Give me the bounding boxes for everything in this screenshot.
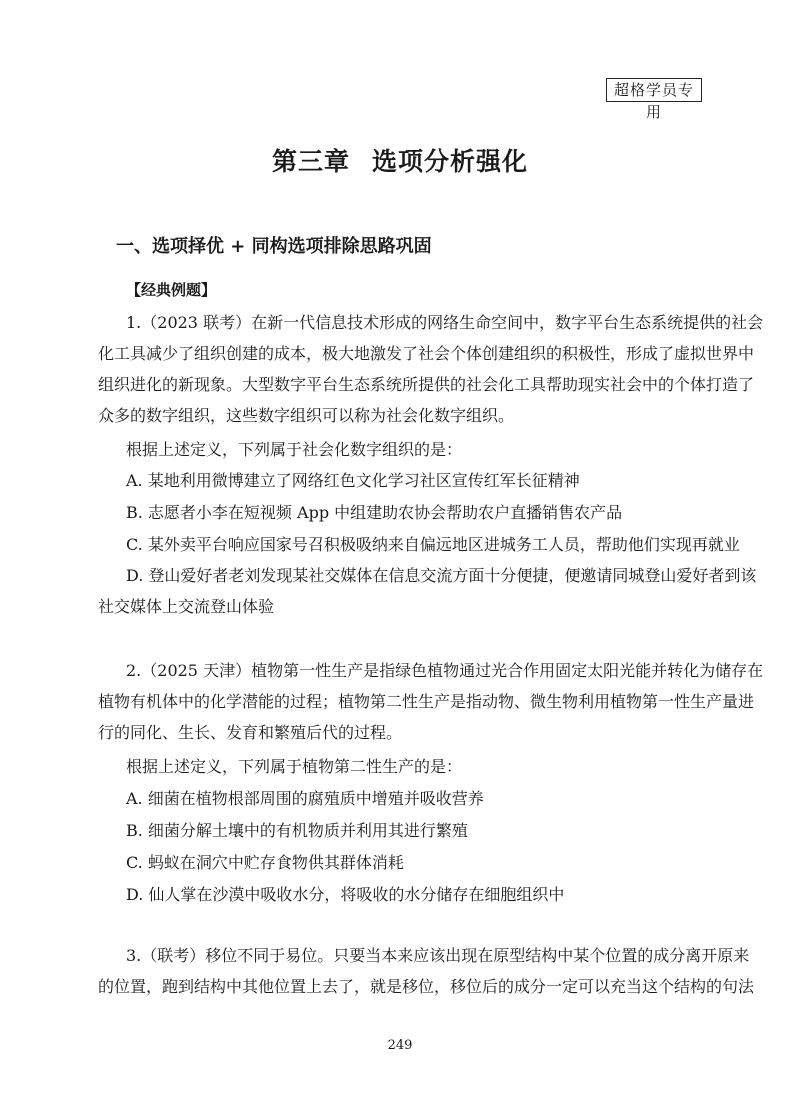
question-stem: 根据上述定义，下列属于植物第二性生产的是： [126, 757, 463, 776]
paragraph-line: 2.（2025 天津）植物第一性生产是指绿色植物通过光合作用固定太阳光能并转化为储存在 [126, 661, 764, 680]
paragraph-line: 组织进化的新现象。大型数字平台生态系统所提供的社会化工具帮助现实社会中的个体打造了 [98, 375, 755, 394]
question-stem: 根据上述定义，下列属于社会化数字组织的是： [126, 440, 463, 459]
chapter-number: 第三章 [271, 147, 350, 176]
student-exclusive-badge: 超格学员专用 [606, 78, 702, 102]
paragraph-line: 行的同化、生长、发育和繁殖后代的过程。 [98, 723, 403, 742]
section-heading: 一、选项择优 + 同构选项排除思路巩固 [116, 236, 432, 257]
paragraph-line: 的位置，跑到结构中其他位置上去了，就是移位，移位后的成分一定可以充当这个结构的句法 [98, 977, 755, 996]
page-number: 249 [387, 1038, 413, 1053]
option-c: C. 蚂蚁在洞穴中贮存食物供其群体消耗 [126, 853, 404, 872]
chapter-heading [0, 142, 800, 178]
option-b: B. 细菌分解土壤中的有机物质并利用其进行繁殖 [126, 821, 468, 840]
option-b: B. 志愿者小李在短视频 App 中组建助农协会帮助农户直播销售农产品 [126, 503, 623, 522]
paragraph-line: 植物有机体中的化学潜能的过程；植物第二性生产是指动物、微生物利用植物第一性生产量进 [98, 692, 755, 711]
paragraph-line: 众多的数字组织，这些数字组织可以称为社会化数字组织。 [98, 406, 515, 425]
paragraph-line: 3.（联考）移位不同于易位。只要当本来应该出现在原型结构中某个位置的成分离开原来 [126, 946, 750, 965]
option-d-continued: 社交媒体上交流登山体验 [98, 597, 275, 616]
option-d: D. 登山爱好者老刘发现某社交媒体在信息交流方面十分便捷，便邀请同城登山爱好者到该 [126, 566, 757, 585]
paragraph-line: 化工具减少了组织创建的成本，极大地激发了社会个体创建组织的积极性，形成了虚拟世界中 [98, 344, 755, 363]
option-c: C. 某外卖平台响应国家号召积极吸纳来自偏远地区进城务工人员，帮助他们实现再就业 [126, 535, 740, 554]
option-a: A. 某地利用微博建立了网络红色文化学习社区宣传红军长征精神 [126, 471, 580, 490]
chapter-title: 选项分析强化 [372, 147, 529, 176]
paragraph-line: 1.（2023 联考）在新一代信息技术形成的网络生命空间中，数字平台生态系统提供的社会 [126, 313, 764, 332]
option-d: D. 仙人掌在沙漠中吸收水分，将吸收的水分储存在细胞组织中 [126, 885, 565, 904]
example-label: 【经典例题】 [126, 281, 217, 299]
option-a: A. 细菌在植物根部周围的腐殖质中增殖并吸收营养 [126, 789, 484, 808]
